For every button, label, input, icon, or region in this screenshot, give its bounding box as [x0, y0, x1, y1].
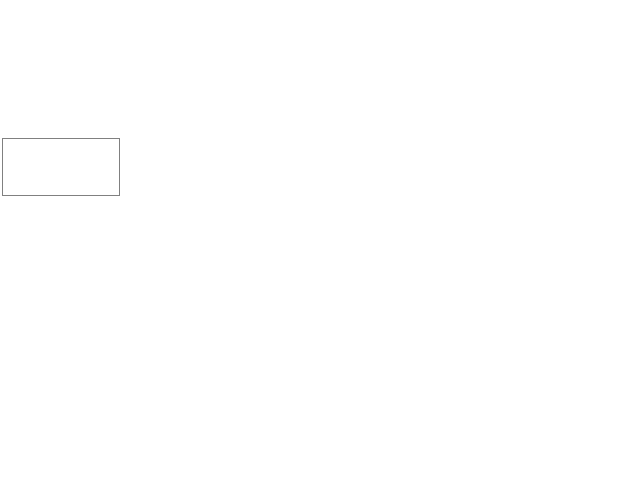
legend-title: [3, 139, 119, 141]
legend: [2, 138, 120, 196]
